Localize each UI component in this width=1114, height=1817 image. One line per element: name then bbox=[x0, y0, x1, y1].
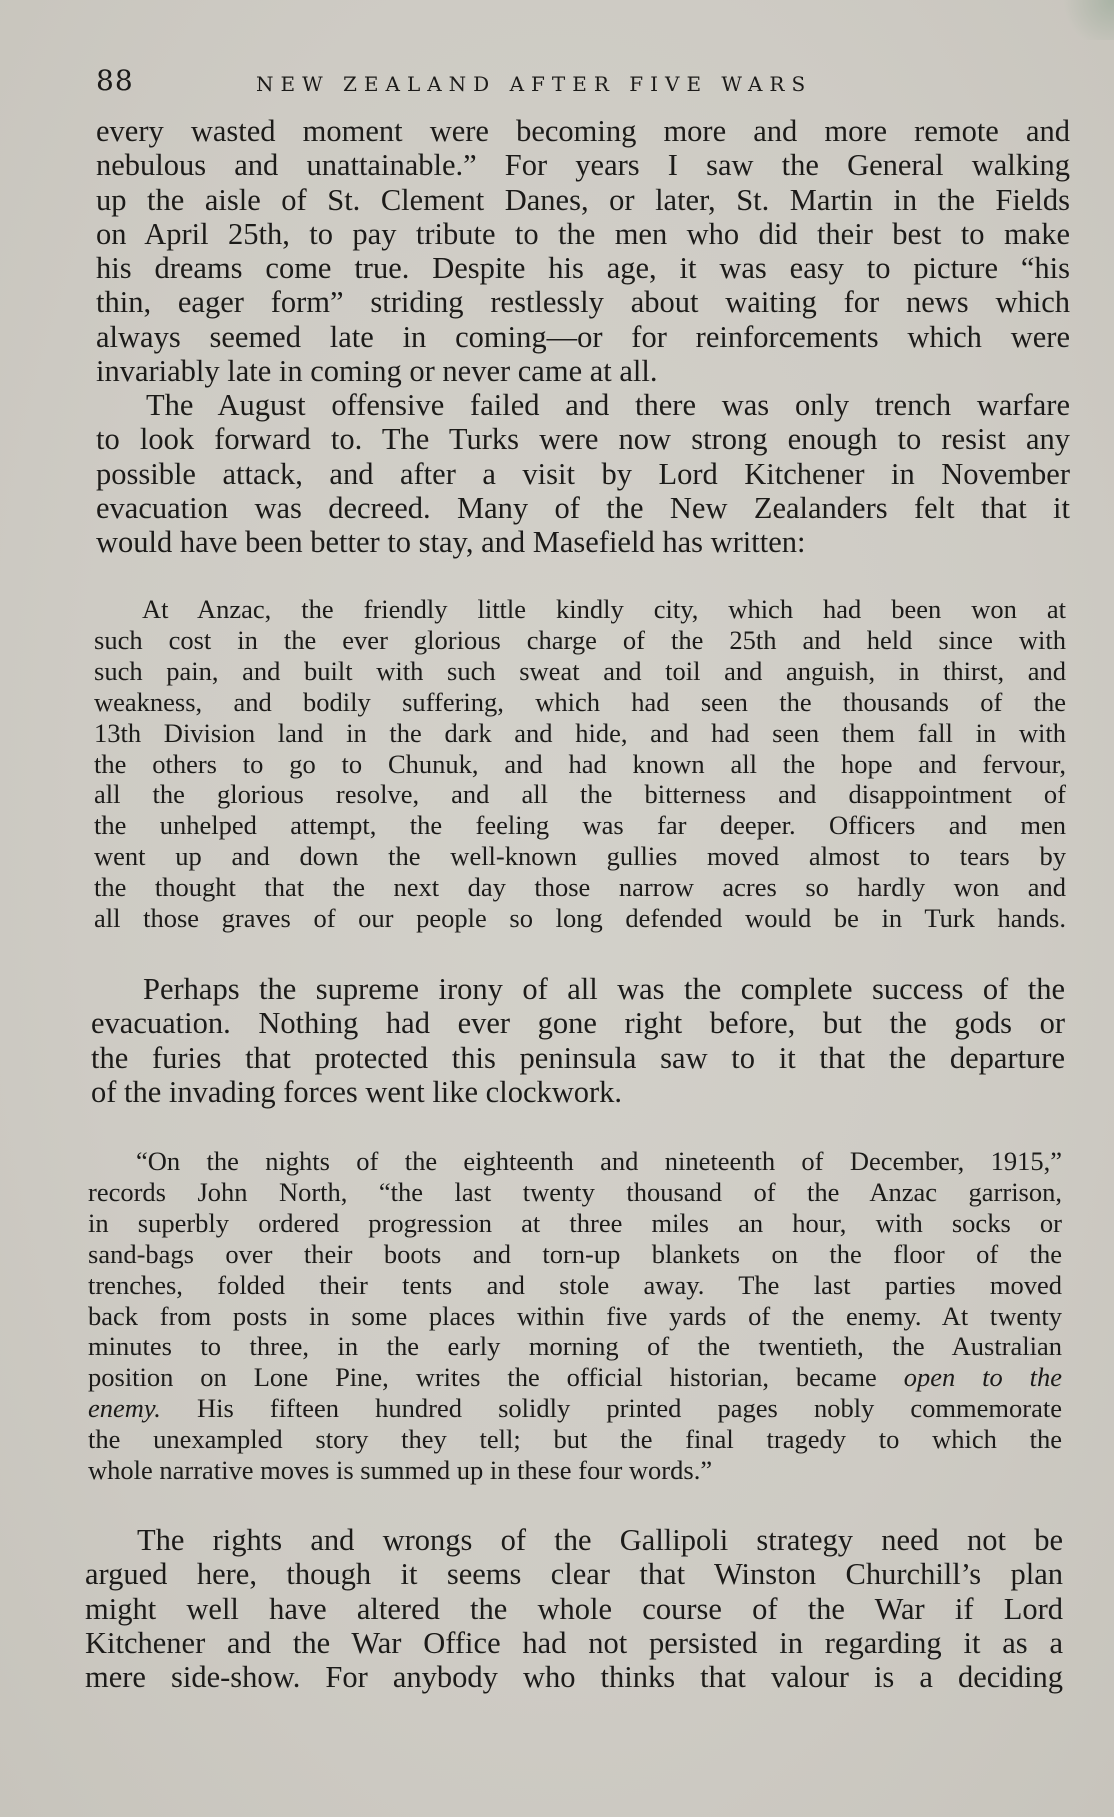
text-line: such pain, and built with such sweat and toil and anguish, in thirst, and bbox=[94, 655, 1066, 686]
text-line: evacuation. Nothing had ever gone right before, but the gods or bbox=[91, 1006, 1065, 1041]
block-quote-john-north bbox=[88, 1146, 1062, 1486]
block-quote-masefield bbox=[94, 594, 1066, 934]
text-line: minutes to three, in the early morning of the twentieth, the Australian bbox=[88, 1331, 1062, 1362]
text-line: might well have altered the whole course of the War if Lord bbox=[85, 1591, 1063, 1626]
text-line: on April 25th, to pay tribute to the men who did their best to make bbox=[96, 216, 1070, 251]
paragraph-1 bbox=[96, 114, 1070, 388]
text-line: argued here, though it seems clear that Winston Churchill’s plan bbox=[85, 1557, 1063, 1592]
text-line: At Anzac, the friendly little kindly city, which had been won at bbox=[142, 594, 1066, 624]
text-line: would have been better to stay, and Masefield has written: bbox=[96, 525, 806, 560]
text-line: the unexampled story they tell; but the final tragedy to which the bbox=[88, 1424, 1062, 1455]
text-line: the unhelped attempt, the feeling was far deeper. Officers and men bbox=[94, 810, 1066, 841]
text-line: back from posts in some places within five yards of the enemy. At twenty bbox=[88, 1300, 1062, 1331]
text-line: all those graves of our people so long defended would be in Turk hands. bbox=[94, 903, 1066, 934]
text-line: to look forward to. The Turks were now strong enough to resist any bbox=[96, 422, 1070, 457]
text-line: “On the nights of the eighteenth and nineteenth of December, 1915,” bbox=[136, 1146, 1062, 1176]
text-line: the furies that protected this peninsula saw to it that the departure bbox=[91, 1040, 1065, 1075]
paragraph-4 bbox=[85, 1523, 1063, 1694]
text-line: of the invading forces went like clockwork. bbox=[91, 1074, 623, 1109]
italic-phrase: open to the bbox=[903, 1362, 1062, 1393]
page-header bbox=[96, 64, 926, 100]
text-line: The August offensive failed and there was only trench warfare bbox=[146, 388, 1070, 422]
running-head: NEW ZEALAND AFTER FIVE WARS bbox=[256, 72, 813, 96]
text-line: in superbly ordered progression at three miles an hour, with socks or bbox=[88, 1207, 1062, 1238]
text-line: Kitchener and the War Office had not persisted in regarding it as a bbox=[85, 1625, 1063, 1660]
text-segment: position on Lone Pine, writes the official historian, became bbox=[88, 1362, 877, 1393]
text-line: every wasted moment were becoming more and more remote and bbox=[96, 114, 1070, 148]
page-number: 88 bbox=[96, 64, 134, 97]
text-line: mere side-show. For anybody who thinks that valour is a deciding bbox=[85, 1660, 1063, 1695]
paragraph-2 bbox=[96, 388, 1070, 559]
text-line: records John North, “the last twenty thousand of the Anzac garrison, bbox=[88, 1176, 1062, 1207]
text-line: sand-bags over their boots and torn-up blankets on the floor of the bbox=[88, 1238, 1062, 1269]
italic-phrase: enemy. bbox=[88, 1393, 161, 1424]
text-line: went up and down the well-known gullies moved almost to tears by bbox=[94, 841, 1066, 872]
text-line: always seemed late in coming—or for reinforcements which were bbox=[96, 319, 1070, 354]
text-line: thin, eager form” striding restlessly about waiting for news which bbox=[96, 285, 1070, 320]
text-line-mixed bbox=[88, 1393, 1062, 1424]
text-line: his dreams come true. Despite his age, it was easy to picture “his bbox=[96, 251, 1070, 286]
text-line: trenches, folded their tents and stole away. The last parties moved bbox=[88, 1269, 1062, 1300]
text-line: whole narrative moves is summed up in these four words.” bbox=[88, 1455, 713, 1486]
text-line: Perhaps the supreme irony of all was the complete success of the bbox=[143, 972, 1065, 1006]
text-line: The rights and wrongs of the Gallipoli strategy need not be bbox=[137, 1523, 1063, 1557]
text-line: possible attack, and after a visit by Lord Kitchener in November bbox=[96, 456, 1070, 491]
page-corner-shadow bbox=[1054, 0, 1114, 40]
text-line: weakness, and bodily suffering, which had seen the thousands of the bbox=[94, 686, 1066, 717]
text-line: such cost in the ever glorious charge of the 25th and held since with bbox=[94, 624, 1066, 655]
text-line-mixed bbox=[88, 1362, 1062, 1393]
text-line: all the glorious resolve, and all the bitterness and disappointment of bbox=[94, 779, 1066, 810]
text-line: the thought that the next day those narrow acres so hardly won and bbox=[94, 872, 1066, 903]
text-line: 13th Division land in the dark and hide, and had seen them fall in with bbox=[94, 717, 1066, 748]
text-line: evacuation was decreed. Many of the New Zealanders felt that it bbox=[96, 490, 1070, 525]
text-segment: His fifteen hundred solidly printed pages nobly commemorate bbox=[196, 1393, 1062, 1424]
text-line: up the aisle of St. Clement Danes, or later, St. Martin in the Fields bbox=[96, 182, 1070, 217]
text-line: the others to go to Chunuk, and had known all the hope and fervour, bbox=[94, 748, 1066, 779]
text-line: invariably late in coming or never came at all. bbox=[96, 354, 658, 389]
text-line: nebulous and unattainable.” For years I saw the General walking bbox=[96, 148, 1070, 183]
paragraph-3 bbox=[91, 972, 1065, 1109]
